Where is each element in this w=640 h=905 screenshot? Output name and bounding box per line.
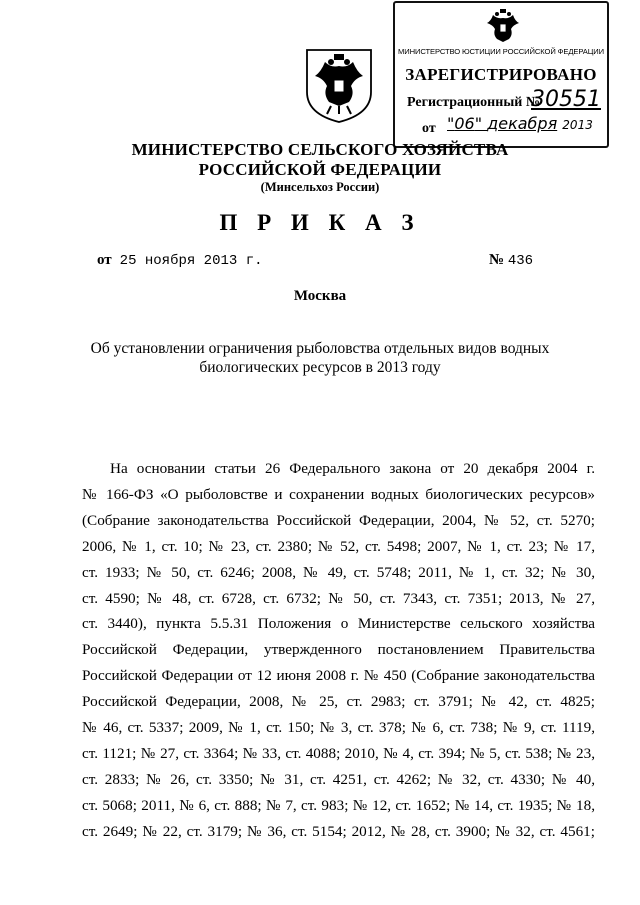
body-line: ст. 2649; № 22, ст. 3179; № 36, ст. 5154; 2012, № 28, ст. 3900; № 32, ст. 4561;	[82, 822, 595, 840]
body-line: Российской Федерации, 2008, № 25, ст. 2983; ст. 3791; № 42, ст. 4825;	[82, 693, 595, 711]
order-subject-line-2: биологических ресурсов в 2013 году	[199, 359, 441, 376]
stamp-ministry-name: МИНИСТЕРСТВО ЮСТИЦИИ РОССИЙСКОЙ ФЕДЕРАЦИИ	[398, 47, 604, 56]
body-line: ст. 1933; № 50, ст. 6246; 2008, № 49, ст. 5748; 2011, № 1, ст. 32; № 30,	[82, 563, 595, 581]
order-number-value: 436	[507, 253, 534, 269]
body-line: ст. 5068; 2011, № 6, ст. 888; № 7, ст. 983; № 12, ст. 1652; № 14, ст. 1935; № 18,	[82, 796, 595, 814]
stamp-date-month: декабря	[487, 114, 558, 133]
ministry-name-line-1: МИНИСТЕРСТВО СЕЛЬСКОГО ХОЗЯЙСТВА	[131, 140, 509, 159]
body-line: (Собрание законодательства Российской Федерации, 2004, № 52, ст. 5270;	[82, 511, 595, 529]
stamp-registration-date: "06" декабря 2013	[447, 114, 593, 133]
body-line: № 166-ФЗ «О рыболовстве и сохранении водных биологических ресурсов»	[82, 485, 595, 503]
coat-of-arms-emblem	[301, 42, 377, 124]
ministry-name-line-2: РОССИЙСКОЙ ФЕДЕРАЦИИ	[198, 160, 442, 179]
body-line: ст. 1121; № 27, ст. 3364; № 33, ст. 4088; 2010, № 4, ст. 394; № 5, ст. 538; № 23,	[82, 744, 595, 762]
stamp-coat-of-arms-emblem	[483, 7, 523, 45]
body-line: ст. 4590; № 48, ст. 6728, ст. 6732; № 50, ст. 7343, ст. 7351; 2013, № 27,	[82, 589, 595, 607]
ministry-short-name: (Минсельхоз России)	[260, 180, 380, 194]
stamp-date-day: 06	[454, 114, 475, 133]
body-line: На основании статьи 26 Федерального закона от 20 декабря 2004 г.	[110, 460, 595, 477]
document-type-title: П Р И К А З	[219, 210, 421, 235]
stamp-registration-number-label: Регистрационный №	[407, 95, 540, 110]
stamp-registered-label: ЗАРЕГИСТРИРОВАНО	[405, 65, 597, 84]
body-line: 2006, № 1, ст. 10; № 23, ст. 2380; № 52, ст. 5498; 2007, № 1, ст. 23; № 17,	[82, 537, 595, 555]
order-body-text	[82, 456, 595, 845]
registration-stamp	[393, 1, 609, 148]
body-line: № 46, ст. 5337; 2009, № 1, ст. 150; № 3, ст. 378; № 6, ст. 738; № 9, ст. 1119,	[82, 719, 595, 737]
order-date-value: 25 ноября 2013 г.	[119, 253, 263, 269]
order-subject-line-1: Об установлении ограничения рыболовства отдельных видов водных	[90, 340, 550, 357]
order-date-label: от	[97, 252, 112, 268]
stamp-from-label: от	[422, 121, 436, 136]
order-date	[97, 252, 263, 269]
city-name: Москва	[293, 288, 347, 304]
body-line: Российской Федерации, утвержденного постановлением Правительства	[82, 641, 595, 659]
stamp-registration-number: 30551	[531, 87, 601, 112]
body-line: Российской Федерации от 12 июня 2008 г. № 450 (Собрание законодательства	[82, 667, 595, 685]
body-line: ст. 2833; № 26, ст. 3350; № 31, ст. 4251, ст. 4262; № 32, ст. 4330; № 40,	[82, 770, 595, 788]
order-number	[489, 252, 533, 269]
stamp-date-year: 2013	[562, 118, 593, 132]
order-number-label: №	[489, 252, 505, 268]
body-line: ст. 3440), пункта 5.5.31 Положения о Министерстве сельского хозяйства	[82, 615, 595, 633]
